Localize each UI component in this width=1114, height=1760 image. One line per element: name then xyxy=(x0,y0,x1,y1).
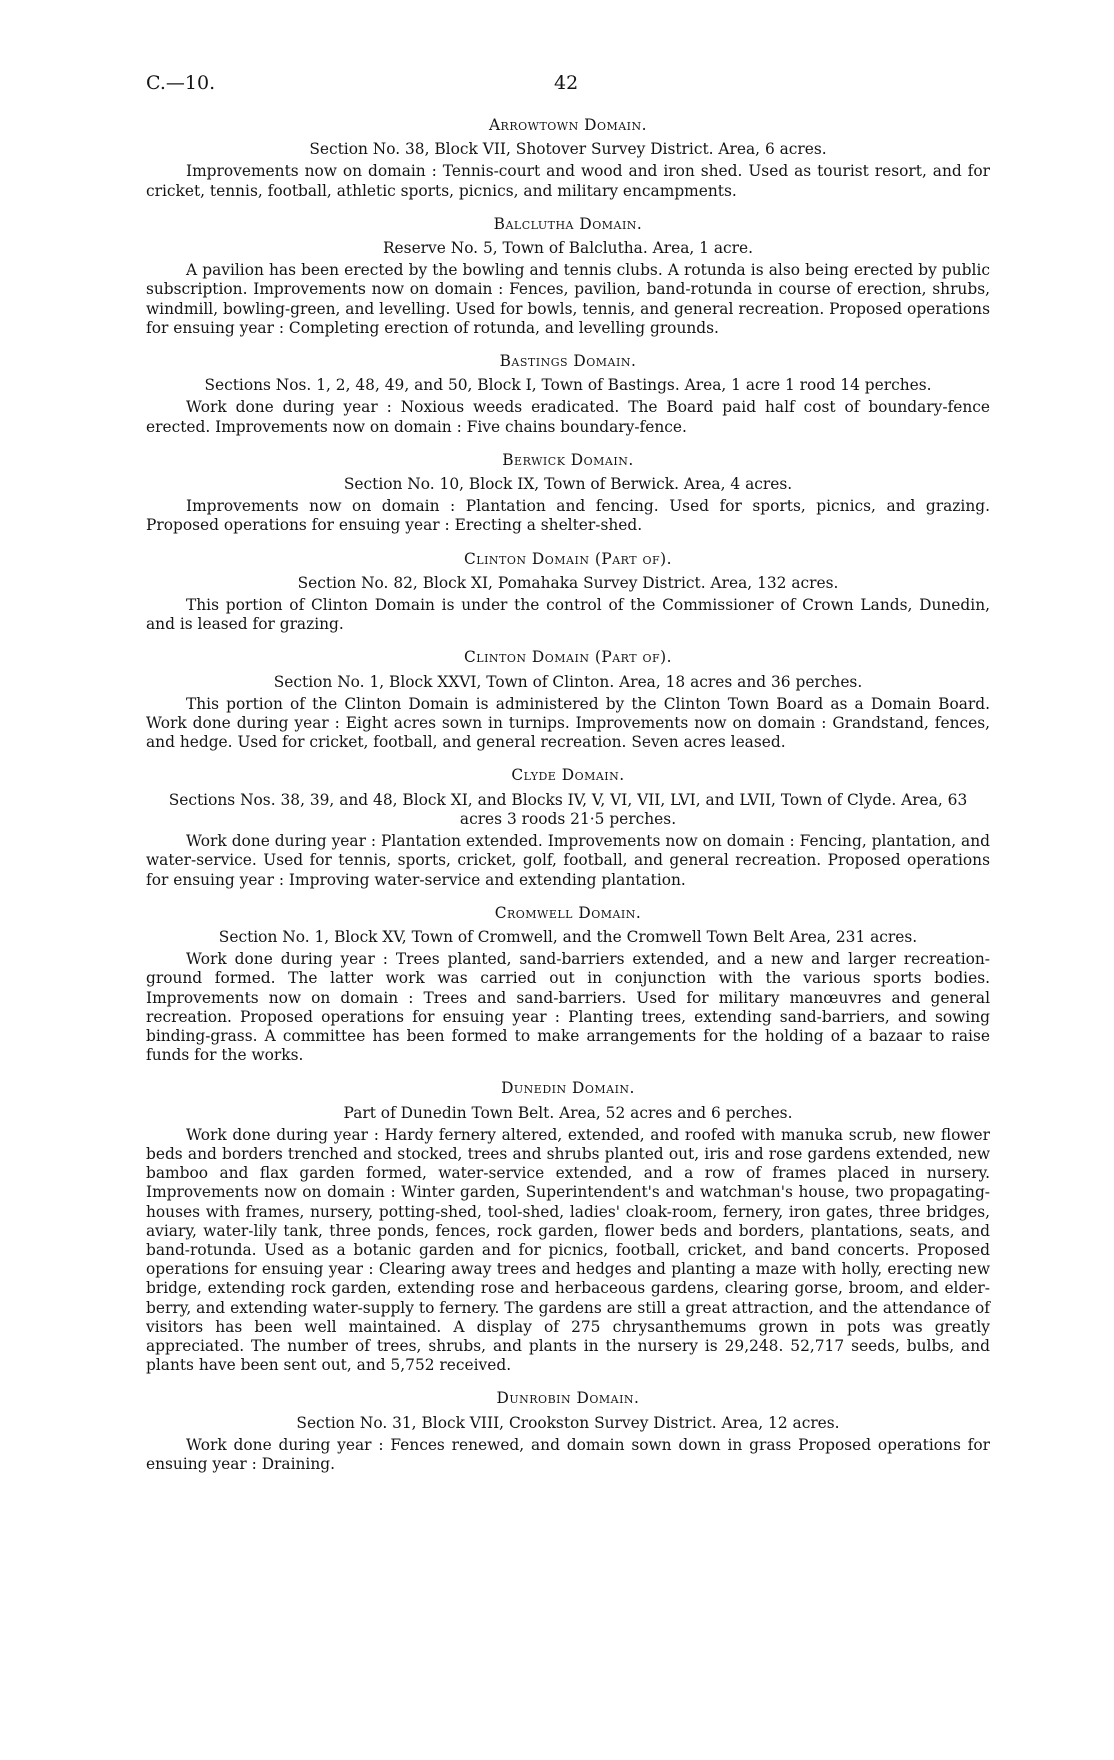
domain-section xyxy=(146,352,990,437)
page-number: 42 xyxy=(554,72,579,94)
section-heading: Clyde Domain. xyxy=(511,766,625,785)
section-paragraph: This portion of Clinton Domain is under the control of the Commissioner of Crown Lands, Dunedin, and is leased for grazing. xyxy=(146,596,990,634)
section-location: Sections Nos. 1, 2, 48, 49, and 50, Block I, Town of Bastings. Area, 1 acre 1 rood 14 perches. xyxy=(204,376,932,395)
section-location: Reserve No. 5, Town of Balclutha. Area, 1 acre. xyxy=(382,239,754,258)
section-location: Sections Nos. 38, 39, and 48, Block XI, and Blocks IV, V, VI, VII, LVI, and LVII, Town of Clyde. Area, 63 acres 3 roods 21·5 perches. xyxy=(168,790,968,828)
section-heading: Arrowtown Domain. xyxy=(488,116,648,134)
section-heading: Bastings Domain. xyxy=(499,352,637,371)
section-paragraph: This portion of the Clinton Domain is administered by the Clinton Town Board as a Domain Board. Work done during year : Eight acres sown in turnips. Improvements now on domain : Grandstand, fences, and hedge. Used for cricket, football, and general recreation. Seven acres leased. xyxy=(146,694,990,752)
domain-section xyxy=(146,215,990,338)
domain-section xyxy=(146,1079,990,1375)
report-code: C.—10. xyxy=(146,72,216,94)
section-heading: Clinton Domain (Part of). xyxy=(463,549,673,568)
domain-section xyxy=(146,116,990,201)
domain-section xyxy=(146,1389,990,1474)
running-head xyxy=(146,72,1014,102)
domain-section xyxy=(146,904,990,1066)
section-heading: Dunedin Domain. xyxy=(501,1079,635,1098)
section-paragraph: A pavilion has been erected by the bowling and tennis clubs. A rotunda is also being erected by public subscription. Improvements now on domain : Fences, pavilion, band-rotunda in course of erection, shrubs, windmill, bowling-green, and levelling. Used for bowls, tennis, and general recreation. Proposed operations for ensuing year : Completing erection of rotunda, and levelling grounds. xyxy=(146,261,990,337)
section-paragraph: Work done during year : Fences renewed, and domain sown down in grass Proposed operations for ensuing year : Draining. xyxy=(146,1435,990,1473)
section-location: Section No. 82, Block XI, Pomahaka Survey District. Area, 132 acres. xyxy=(297,573,839,592)
domain-section xyxy=(146,550,990,635)
section-heading: Clinton Domain (Part of). xyxy=(463,648,673,667)
domain-section xyxy=(146,766,990,889)
section-location: Section No. 38, Block VII, Shotover Survey District. Area, 6 acres. xyxy=(309,140,827,159)
domain-section xyxy=(146,451,990,536)
section-paragraph: Work done during year : Trees planted, sand-barriers extended, and a new and larger recreation-ground formed. The latter work was carried out in conjunction with the various sports bodies. Improvements now on domain : Trees and sand-barriers. Used for military manœuvres and general recreation. Proposed operations for ensuing year : Planting trees, extending sand-barriers, and sowing binding-grass. A committee has been formed to make arrangements for the holding of a bazaar to raise funds for the works. xyxy=(146,950,990,1065)
section-location: Part of Dunedin Town Belt. Area, 52 acres and 6 perches. xyxy=(343,1103,793,1122)
section-paragraph: Improvements now on domain : Plantation and fencing. Used for sports, picnics, and grazing. Proposed operations for ensuing year : Erecting a shelter-shed. xyxy=(146,497,990,535)
section-heading: Balclutha Domain. xyxy=(493,214,643,233)
section-location: Section No. 1, Block XV, Town of Cromwell, and the Cromwell Town Belt Area, 231 acres. xyxy=(218,927,918,946)
domain-section xyxy=(146,648,990,752)
section-location: Section No. 1, Block XXVI, Town of Clinton. Area, 18 acres and 36 perches. xyxy=(273,672,863,691)
section-location: Section No. 10, Block IX, Town of Berwick. Area, 4 acres. xyxy=(343,475,793,494)
section-location: Section No. 31, Block VIII, Crookston Survey District. Area, 12 acres. xyxy=(296,1413,840,1432)
section-paragraph: Work done during year : Noxious weeds eradicated. The Board paid half cost of boundary-fence erected. Improvements now on domain : Five chains boundary-fence. xyxy=(146,398,990,436)
document-body xyxy=(146,112,990,1488)
section-paragraph: Improvements now on domain : Tennis-court and wood and iron shed. Used as tourist resort, and for cricket, tennis, football, athletic sports, picnics, and military encampments. xyxy=(146,162,990,200)
section-heading: Cromwell Domain. xyxy=(494,903,642,922)
section-paragraph: Work done during year : Hardy fernery altered, extended, and roofed with manuka scrub, new flower beds and borders trenched and stocked, trees and shrubs planted out, iris and rose gardens extended, new bamboo and flax garden formed, water-service extended, and a row of frames placed in nursery. Improvements now on domain : Winter garden, Superintendent's and watchman's house, two propagating-houses with frames, nursery, potting-shed, tool-shed, ladies' cloak-room, fernery, iron gates, three bridges, aviary, water-lily tank, three ponds, fences, rock garden, flower beds and borders, plantations, seats, and band-rotunda. Used as a botanic garden and for picnics, football, cricket, and band concerts. Proposed operations for ensuing year : Clearing away trees and hedges and planting a maze with holly, erecting new bridge, extending rock garden, extending rose and herbaceous gardens, clearing gorse, broom, and elder-berry, and extending water-supply to fernery. The gardens are still a great attraction, and the attendance of visitors has been well maintained. A display of 275 chrysanthemums grown in pots was greatly appreciated. The number of trees, shrubs, and plants in the nursery is 29,248. 52,717 seeds, bulbs, and plants have been sent out, and 5,752 received. xyxy=(146,1125,990,1375)
section-paragraph: Work done during year : Plantation extended. Improvements now on domain : Fencing, plantation, and water-service. Used for tennis, sports, cricket, golf, football, and general recreation. Proposed operations for ensuing year : Improving water-service and extending plantation. xyxy=(146,832,990,889)
section-heading: Dunrobin Domain. xyxy=(496,1389,640,1408)
section-heading: Berwick Domain. xyxy=(502,450,634,469)
